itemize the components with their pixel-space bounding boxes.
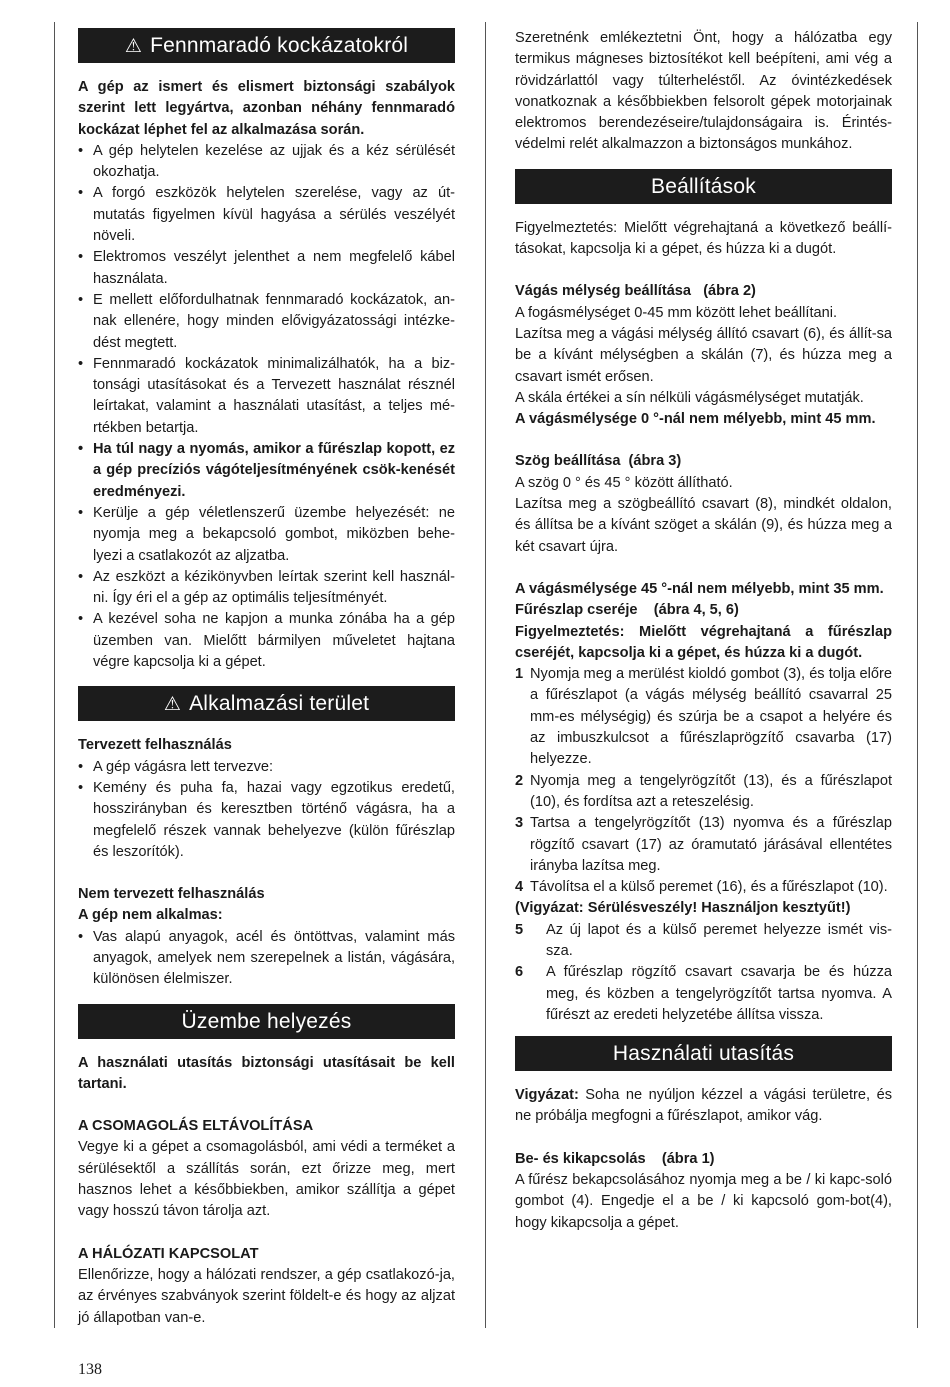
switch-heading: Be- és kikapcsolás (ábra 1) xyxy=(515,1150,715,1167)
application-area-title: Alkalmazási terület xyxy=(189,692,370,716)
right-margin-rule xyxy=(917,22,918,1328)
depth-line: A fogásmélységet 0-45 mm között lehet beállítani. xyxy=(515,304,838,321)
angle-line: Lazítsa meg a szögbeállító csavart (8), mindkét oldalon, és állítsa be a kívánt szöget a skálán (9), és húzza meg a két csavart újra. xyxy=(515,496,892,555)
settings-warning: Figyelmeztetés: Mielőtt végrehajtaná a következő beállí-tásokat, kapcsolja ki a gépet, és húzza ki a dugót. xyxy=(515,219,892,258)
step-item: 3 Tartsa a tengelyrögzítőt (13) nyomva és a fűrészlap rögzítő csavart (17) az óramutató járásával ellentétes irányba lazítsa meg. xyxy=(515,815,892,874)
residual-risks-title: Fennmaradó kockázatokról xyxy=(150,34,409,57)
step-item: 5 Az új lapot és a külső peremet helyezze ismét vis-sza. xyxy=(515,921,892,959)
residual-risk-list xyxy=(78,141,455,673)
page-number: 138 xyxy=(78,1361,102,1378)
depth-limit-note: A vágásmélysége 0 °-nál nem mélyebb, mint 45 mm. xyxy=(515,411,876,428)
list-item: • Kerülje a gép véletlenszerű üzembe helyezését: ne nyomja meg a bekapcsoló gombot, miközben behe-lyezi a csatlakozót az aljzatba. xyxy=(78,503,455,567)
settings-title: Beállítások xyxy=(651,174,756,198)
blade-change-warning: Figyelmeztetés: Mielőtt végrehajtaná a fűrészlap cseréjét, kapcsolja ki a gépet, és húzza ki a dugót. xyxy=(515,623,892,661)
list-item: • E mellett előfordulhatnak fennmaradó kockázatok, an-nak ellenére, hogy minden elővigyázatossági intézke-dést megtett. xyxy=(78,290,455,354)
fuse-reminder-text: Szeretnénk emlékeztetni Önt, hogy a hálózatba egy termikus mágneses biztosítékot kell beépíteni, ami vég a rövidzárlattól vagy túlterheléstől. Az óvintézkedések vonatkoznak a későbbiekben felsorolt gépek motorjainak elektromos berendezéseire/tulajdonságaira is. Érintés-védelmi relét alkalmazzon a biztonságos munkához. xyxy=(515,30,892,153)
list-item: • A kezével soha ne kapjon a munka zónába ha a gép üzemben van. Mielőtt bármilyen műveletet hajtana végre kapcsolja ki a gépet. xyxy=(78,609,455,673)
switch-text: A fűrész bekapcsolásához nyomja meg a be / ki kapc-soló gombot (4). Engedje el a be / ki kapcsoló gom-bot(4), hogy kikapcsolja a gépet. xyxy=(515,1172,892,1231)
step-item: 4 Távolítsa el a külső peremet (16), és a fűrészlapot (10). xyxy=(515,879,888,896)
left-column xyxy=(78,28,455,1329)
warning-triangle-icon: ⚠ xyxy=(163,694,182,716)
list-item: • A forgó eszközök helytelen szerelése, vagy az út-mutatás figyelmen kívül hagyása a sérülés veszélyét növeli. xyxy=(78,183,455,247)
startup-intro: A használati utasítás biztonsági utasításait be kell tartani. xyxy=(78,1054,455,1092)
angle-limit-note: A vágásmélysége 45 °-nál nem mélyebb, mint 35 mm. xyxy=(515,580,884,597)
list-item: • Kemény és puha fa, hazai vagy egzotikus eredetű, hosszirányban és keresztben történő vágásra, ha a megfelelő részek vannak behelyezve (külön fűrészlap és leszorítók). xyxy=(78,778,455,863)
right-column xyxy=(515,28,892,1234)
not-intended-use-list xyxy=(78,927,455,991)
not-suitable-label: A gép nem alkalmas: xyxy=(78,907,223,924)
depth-line: Lazítsa meg a vágási mélység állító csavart (6), és állít-sa be a kívánt mélységben a skálán (7), és húzza meg a csavart ismét erősen. xyxy=(515,325,892,385)
application-area-header xyxy=(78,686,455,721)
blade-change-heading: Fűrészlap cseréje (ábra 4, 5, 6) xyxy=(515,602,739,619)
step-item: 2 Nyomja meg a tengelyrögzítőt (13), és a fűrészlapot (10), és fordítsa azt a reteszelésig. xyxy=(515,772,892,810)
depth-line: A skála értékei a sín nélküli vágásmélységet mutatják. xyxy=(515,389,864,406)
mains-connection-text: Ellenőrizze, hogy a hálózati rendszer, a gép csatlakozó-ja, az érvényes szabványok szerint földelt-e és hogy az aljzat jó állapotban van-e. xyxy=(78,1266,455,1326)
packaging-heading: A CSOMAGOLÁS ELTÁVOLÍTÁSA xyxy=(78,1118,314,1135)
step-item: 1 Nyomja meg a merülést kioldó gombot (3), és tolja előre a fűrészlapot (a vágás mélység beállító csavarral 25 mm-es mélységig) és szúrja be a csapot a helyére és az imbuszkulcsot a fűrészlaprögzítő csavarba (17) helyezze. xyxy=(515,666,892,768)
depth-heading: Vágás mélység beállítása (ábra 2) xyxy=(515,283,756,300)
left-margin-rule xyxy=(54,22,55,1328)
angle-line: A szög 0 ° és 45 ° között állítható. xyxy=(515,474,733,491)
blade-steps-list-continued xyxy=(515,920,892,1026)
list-item: • Fennmaradó kockázatok minimalizálhatók, ha a biz-tonsági utasításokat és a Tervezett használat résznél leírtakat, valamint a használati utasítást, a teljes mé-rtékben betartja. xyxy=(78,354,455,439)
residual-intro: A gép az ismert és elismert biztonsági szabályok szerint lett legyártva, azonban néhány fennmaradó kockázat léphet fel az alkalmazása során. xyxy=(78,79,455,138)
column-divider xyxy=(485,22,486,1328)
startup-header xyxy=(78,1004,455,1039)
warning-triangle-icon: ⚠ xyxy=(124,36,143,57)
list-item: • Ha túl nagy a nyomás, amikor a fűrészlap kopott, ez a gép precíziós vágóteljesítményének csök-kenését eredményezi. xyxy=(78,439,455,503)
usage-title: Használati utasítás xyxy=(612,1042,795,1066)
blade-steps-list xyxy=(515,664,892,898)
residual-risks-header xyxy=(78,28,455,63)
list-item: • Vas alapú anyagok, acél és öntöttvas, valamint más anyagok, amelyek nem szerepelnek a listán, vágására, különösen élelmiszer. xyxy=(78,927,455,991)
usage-header xyxy=(515,1036,892,1071)
usage-caution: Vigyázat: Soha ne nyúljon kézzel a vágási területre, és ne próbálja megfogni a fűrészlapot, amikor vág. xyxy=(515,1087,892,1125)
list-item: • Elektromos veszélyt jelenthet a nem megfelelő kábel használata. xyxy=(78,247,455,290)
mains-connection-heading: A HÁLÓZATI KAPCSOLAT xyxy=(78,1245,259,1262)
intended-use-heading: Tervezett felhasználás xyxy=(78,737,232,754)
list-item: • A gép helytelen kezelése az ujjak és a kéz sérülését okozhatja. xyxy=(78,141,455,184)
list-item: • A gép vágásra lett tervezve: xyxy=(78,757,455,778)
settings-header xyxy=(515,169,892,204)
not-intended-use-heading: Nem tervezett felhasználás xyxy=(78,886,265,903)
packaging-text: Vegye ki a gépet a csomagolásból, ami védi a terméket a sérülésektől a szállítás során, ezt őrizze meg, mert hasznos lehet a későbbiekben, amikor szállítja a gépet vagy hosszú távon tárolja azt. xyxy=(78,1139,455,1220)
startup-title: Üzembe helyezés xyxy=(181,1009,352,1033)
step-item: 6 A fűrészlap rögzítő csavart csavarja be és húzza meg, és közben a tengelyrögzítőt tartsa nyomva. A fűrészt az eredeti helyzetébe állítsa vissza. xyxy=(515,964,892,1023)
intended-use-list xyxy=(78,757,455,863)
angle-heading: Szög beállítása (ábra 3) xyxy=(515,453,682,470)
glove-caution: (Vigyázat: Sérülésveszély! Használjon kesztyűt!) xyxy=(515,900,851,917)
list-item: • Az eszközt a kézikönyvben leírtak szerint kell használ-ni. Így éri el a gép az optimális teljesítményét. xyxy=(78,567,455,610)
